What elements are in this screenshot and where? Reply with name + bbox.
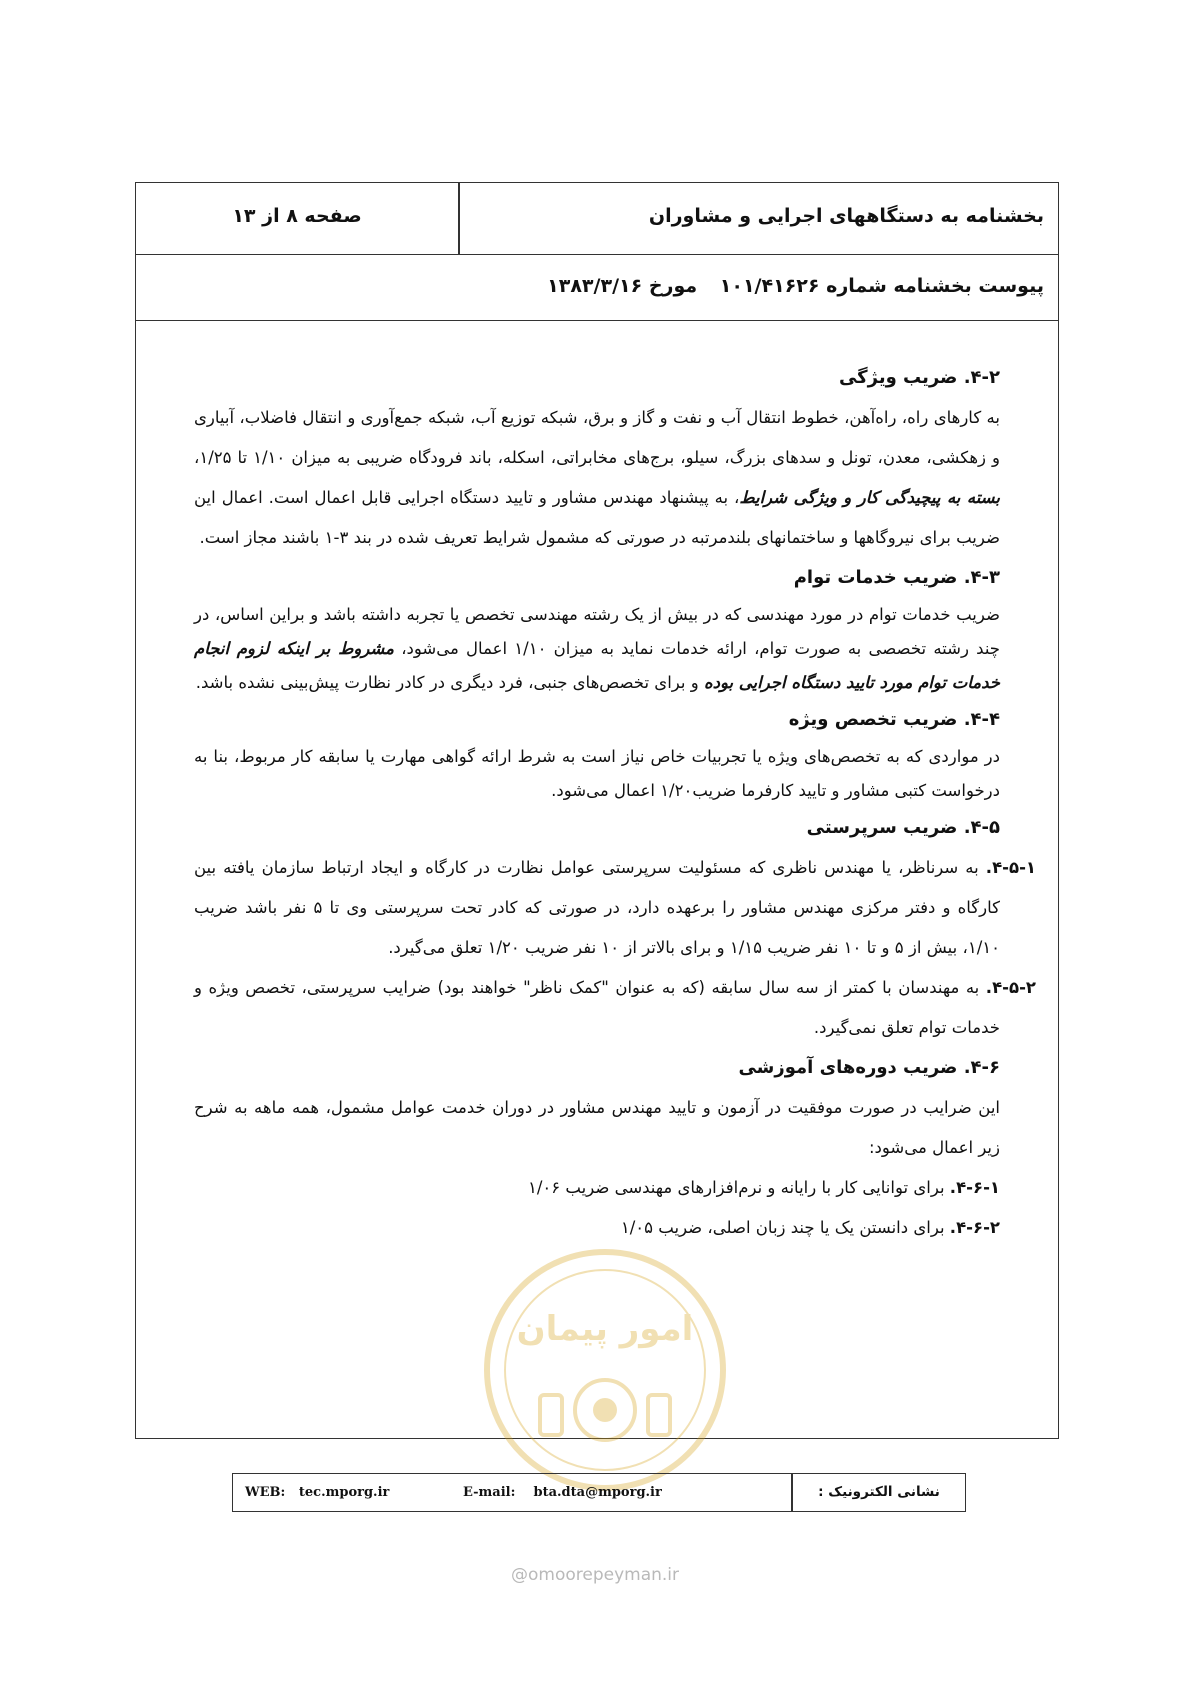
section-paragraph: [194, 398, 1000, 558]
annex-date-label: مورخ: [648, 275, 698, 297]
document-body: [194, 358, 1036, 1248]
emphasis-text: مشروط بر اینکه لزوم انجام خدمات توام مورد تایید دستگاه اجرایی بوده: [194, 639, 1000, 692]
list-item-text: برای دانستن یک یا چند زبان اصلی، ضریب ۱/۰۵: [620, 1218, 945, 1237]
section-heading: ۴-۲. ضریب ویژگی: [838, 367, 1000, 388]
list-item: [194, 1208, 1000, 1248]
watermark-text: @omoorepeyman.ir: [510, 1565, 680, 1585]
sub-item-text: به مهندسان با کمتر از سه سال سابقه (که به عنوان "کمک ناظر" خواهند بود) ضرایب سرپرستی، تخصص ویژه و خدمات توام تعلق نمی‌گیرد.: [194, 978, 1000, 1037]
header-divider: [458, 183, 460, 255]
list-item: [194, 1168, 1000, 1208]
list-item-text: برای توانایی کار با رایانه و نرم‌افزارهای مهندسی ضریب ۱/۰۶: [528, 1178, 945, 1197]
section-paragraph: این ضرایب در صورت موفقیت در آزمون و تایید مهندس مشاور در دوران خدمت عوامل مشمول، همه ماهه به شرح زیر اعمال می‌شود:: [194, 1098, 1000, 1157]
section-heading: ۴-۴. ضریب تخصص ویژه: [788, 709, 1000, 730]
email-address[interactable]: E-mail: bta.dta@mporg.ir: [463, 1485, 662, 1500]
annex-number: ۱۰۱/۴۱۶۲۶: [719, 275, 820, 297]
section-paragraph: در مواردی که به تخصص‌های ویژه یا تجربیات خاص نیاز است به شرط ارائه گواهی مهارت یا سابقه کار مربوط، بنا به درخواست کتبی مشاور و تایید کارفرما ضریب۱/۲۰ اعمال می‌شود.: [194, 747, 1000, 800]
sub-item-text: به سرناظر، یا مهندس ناظری که مسئولیت سرپرستی عوامل نظارت در کارگاه و ایجاد ارتباط سازمان یافته بین کارگاه و دفتر مرکزی مهندس مشاور را برعهده دارد، در صورتی که کادر تحت سرپرستی وی تا ۵ نفر باشد ضریب ۱/۱۰، بیش از ۵ و تا ۱۰ نفر ضریب ۱/۱۵ و برای بالاتر از ۱۰ نفر ضریب ۱/۲۰ تعلق می‌گیرد.: [194, 858, 1000, 957]
paragraph-text: و برای تخصص‌های جنبی، فرد دیگری در کادر نظارت پیش‌بینی نشده باشد.: [195, 673, 699, 692]
paragraph-text: به کارهای راه، راه‌آهن، خطوط انتقال آب و نفت و گاز و برق، شبکه توزیع آب، شبکه جمع‌آوری و انتقال فاضلاب، آبیاری و زهکشی، معدن، تونل و سدهای بزرگ، سیلو، برج‌های مخابراتی، اسکله، باند فرودگاه ضریبی به میزان ۱/۱۰ تا ۱/۲۵،: [194, 408, 1000, 467]
section-heading: ۴-۳. ضریب خدمات توام: [793, 567, 1000, 588]
annex-date: ۱۳۸۳/۳/۱۶: [547, 275, 643, 297]
emphasis-text: بسته به پیچیدگی کار و ویژگی شرایط: [739, 488, 1000, 507]
section-heading: ۴-۵. ضریب سرپرستی: [806, 817, 1000, 838]
sub-item: [194, 848, 1036, 968]
paragraph-text: ، به پیشنهاد مهندس مشاور و تایید دستگاه اجرایی قابل اعمال است. اعمال این ضریب برای نیروگاهها و ساختمانهای بلندمرتبه در صورتی که مشمول شرایط تعریف شده در بند ۳-۱ باشند مجاز است.: [194, 488, 1000, 547]
annex-prefix: پیوست بخشنامه شماره: [826, 275, 1044, 297]
seal-text: امور پیمان: [516, 1309, 694, 1349]
section-paragraph: [194, 598, 1000, 700]
sub-item-number: ۴-۵-۲.: [985, 978, 1036, 997]
header-row: [136, 183, 1058, 255]
document-title: بخشنامه به دستگاههای اجرایی و مشاوران: [648, 205, 1044, 227]
annex-row: [136, 255, 1058, 321]
section-heading: ۴-۶. ضریب دوره‌های آموزشی: [738, 1057, 1000, 1078]
page-number: صفحه ۸ از ۱۳: [232, 205, 362, 227]
sub-item-number: ۴-۵-۱.: [985, 858, 1036, 877]
list-item-number: ۴-۶-۱.: [949, 1178, 1000, 1197]
paragraph-text: ضریب خدمات توام در مورد مهندسی که در بیش از یک رشته مهندسی تخصص یا تجربه داشته باشد و براین اساس، در چند رشته تخصصی به صورت توام، ارائه خدمات نماید به میزان ۱/۱۰ اعمال می‌شود،: [194, 605, 1001, 658]
sub-item: [194, 968, 1036, 1048]
list-item-number: ۴-۶-۲.: [949, 1218, 1000, 1237]
annex-reference: [547, 275, 1044, 297]
footer-contact: [232, 1473, 966, 1512]
web-address[interactable]: WEB: tec.mporg.ir: [245, 1485, 390, 1500]
seal-watermark-icon: [480, 1245, 730, 1495]
footer-label: نشانی الکترونیک :: [818, 1484, 940, 1500]
